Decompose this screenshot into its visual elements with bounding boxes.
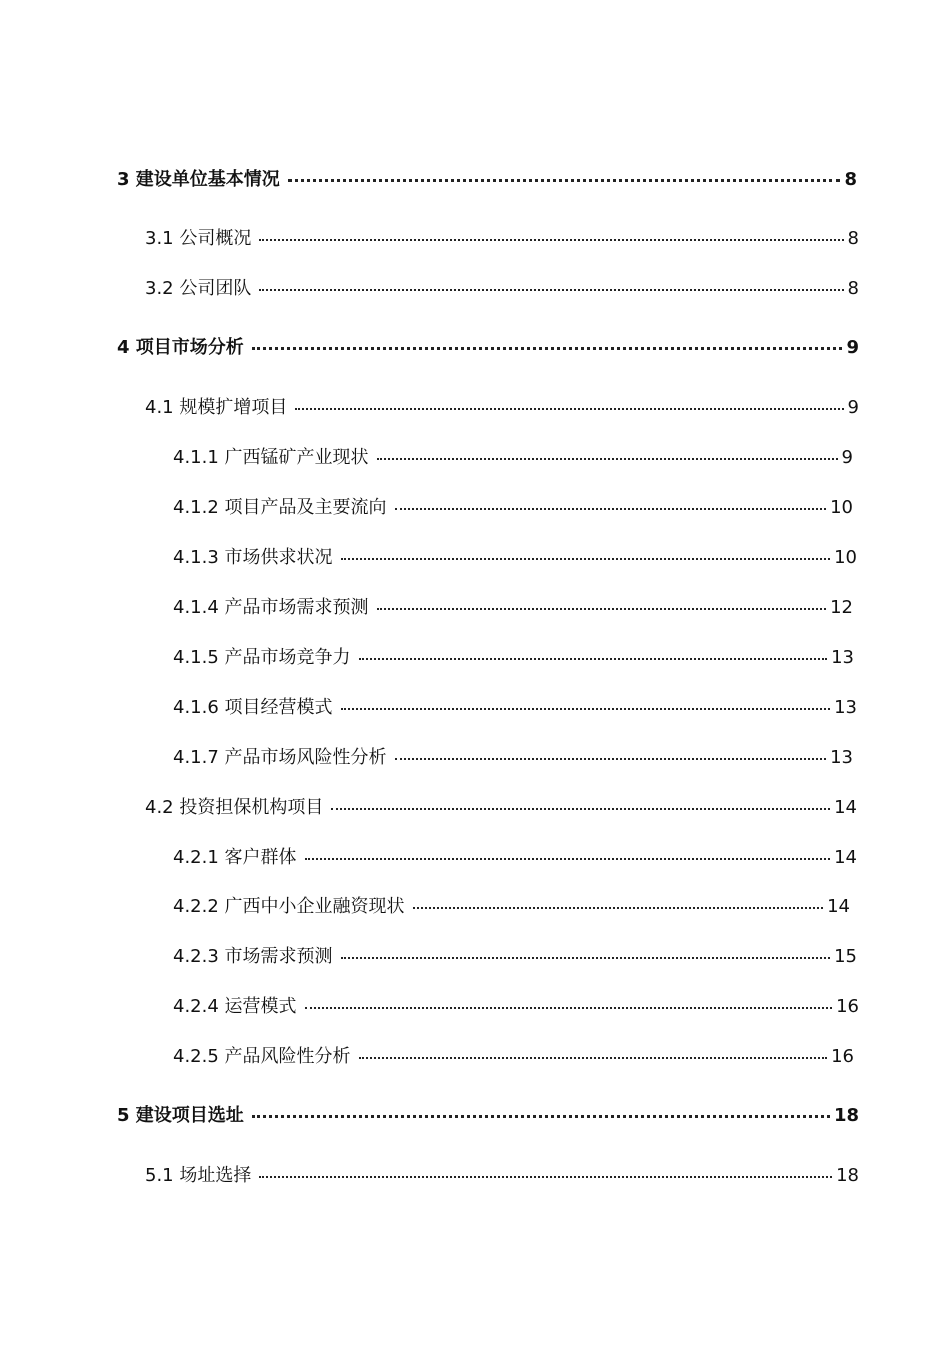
toc-page-number: 18 <box>836 1165 859 1186</box>
toc-dot-leader <box>259 1175 832 1178</box>
toc-title: 4.1.4 产品市场需求预测 <box>173 597 369 618</box>
toc-page-number: 9 <box>846 337 859 358</box>
toc-page-number: 13 <box>830 747 853 768</box>
toc-title: 4.2.5 产品风险性分析 <box>173 1046 351 1067</box>
toc-dot-leader <box>413 906 824 909</box>
toc-title: 4.1.1 广西锰矿产业现状 <box>173 447 369 468</box>
toc-dot-leader <box>341 707 831 710</box>
toc-entry-4-2-1[interactable] <box>173 846 857 870</box>
toc-title: 4 项目市场分析 <box>117 337 244 358</box>
toc-title: 4.1.7 产品市场风险性分析 <box>173 747 387 768</box>
toc-page-number: 12 <box>830 597 853 618</box>
toc-entry-4-1-5[interactable] <box>173 646 854 670</box>
toc-entry-3-2[interactable] <box>145 277 859 301</box>
toc-dot-leader <box>341 956 831 959</box>
toc-entry-4-1-2[interactable] <box>173 496 853 520</box>
toc-page-number: 13 <box>834 697 857 718</box>
toc-entry-4-1-1[interactable] <box>173 446 853 470</box>
toc-dot-leader <box>359 1056 828 1059</box>
toc-title: 4.1 规模扩增项目 <box>145 397 288 418</box>
toc-dot-leader <box>305 857 831 860</box>
toc-entry-4[interactable] <box>117 336 859 360</box>
toc-title: 3.1 公司概况 <box>145 228 252 249</box>
toc-entry-5[interactable] <box>117 1104 859 1128</box>
toc-title: 4.2.2 广西中小企业融资现状 <box>173 896 405 917</box>
toc-entry-4-1-3[interactable] <box>173 546 857 570</box>
toc-entry-4-2[interactable] <box>145 796 857 820</box>
toc-page-number: 14 <box>834 847 857 868</box>
toc-dot-leader <box>377 607 827 610</box>
toc-entry-4-2-3[interactable] <box>173 945 857 969</box>
toc-page-number: 18 <box>833 1105 859 1126</box>
toc-entry-3-1[interactable] <box>145 227 859 251</box>
toc-dot-leader <box>252 1114 830 1118</box>
toc-dot-leader <box>359 657 828 660</box>
toc-dot-leader <box>295 407 843 410</box>
toc-page-number: 9 <box>841 447 853 468</box>
toc-title: 4.1.3 市场供求状况 <box>173 547 333 568</box>
toc-title: 5.1 场址选择 <box>145 1165 252 1186</box>
toc-title: 3 建设单位基本情况 <box>117 169 280 190</box>
toc-page-number: 14 <box>834 797 857 818</box>
toc-entry-4-2-2[interactable] <box>173 895 850 919</box>
toc-entry-4-1-4[interactable] <box>173 596 853 620</box>
toc-title: 4.2 投资担保机构项目 <box>145 797 324 818</box>
toc-entry-4-1-7[interactable] <box>173 746 853 770</box>
toc-dot-leader <box>395 507 827 510</box>
toc-entry-4-1-6[interactable] <box>173 696 857 720</box>
toc-page-number: 10 <box>834 547 857 568</box>
toc-page-number: 16 <box>831 1046 854 1067</box>
toc-page-number: 10 <box>830 497 853 518</box>
toc-dot-leader <box>259 288 843 291</box>
toc-title: 4.1.5 产品市场竞争力 <box>173 647 351 668</box>
toc-title: 4.2.3 市场需求预测 <box>173 946 333 967</box>
toc-title: 4.1.2 项目产品及主要流向 <box>173 497 387 518</box>
toc-dot-leader <box>259 238 843 241</box>
toc-page-number: 16 <box>836 996 859 1017</box>
toc-dot-leader <box>305 1006 833 1009</box>
toc-dot-leader <box>341 557 831 560</box>
toc-entry-4-2-4[interactable] <box>173 995 859 1019</box>
toc-entry-4-1[interactable] <box>145 396 859 420</box>
toc-entry-5-1[interactable] <box>145 1164 859 1188</box>
toc-dot-leader <box>395 757 827 760</box>
toc-title: 4.2.1 客户群体 <box>173 847 297 868</box>
toc-dot-leader <box>288 178 841 182</box>
toc-page-number: 13 <box>831 647 854 668</box>
toc-dot-leader <box>331 807 830 810</box>
toc-entry-3[interactable] <box>117 168 857 192</box>
toc-title: 4.2.4 运营模式 <box>173 996 297 1017</box>
toc-title: 3.2 公司团队 <box>145 278 252 299</box>
toc-page-number: 8 <box>847 228 859 249</box>
toc-page-number: 14 <box>827 896 850 917</box>
toc-page-number: 8 <box>847 278 859 299</box>
toc-page-number: 9 <box>847 397 859 418</box>
toc-page-number: 15 <box>834 946 857 967</box>
toc-page-number: 8 <box>844 169 857 190</box>
toc-title: 5 建设项目选址 <box>117 1105 244 1126</box>
toc-dot-leader <box>252 346 843 350</box>
toc-dot-leader <box>377 457 838 460</box>
toc-title: 4.1.6 项目经营模式 <box>173 697 333 718</box>
toc-entry-4-2-5[interactable] <box>173 1045 854 1069</box>
